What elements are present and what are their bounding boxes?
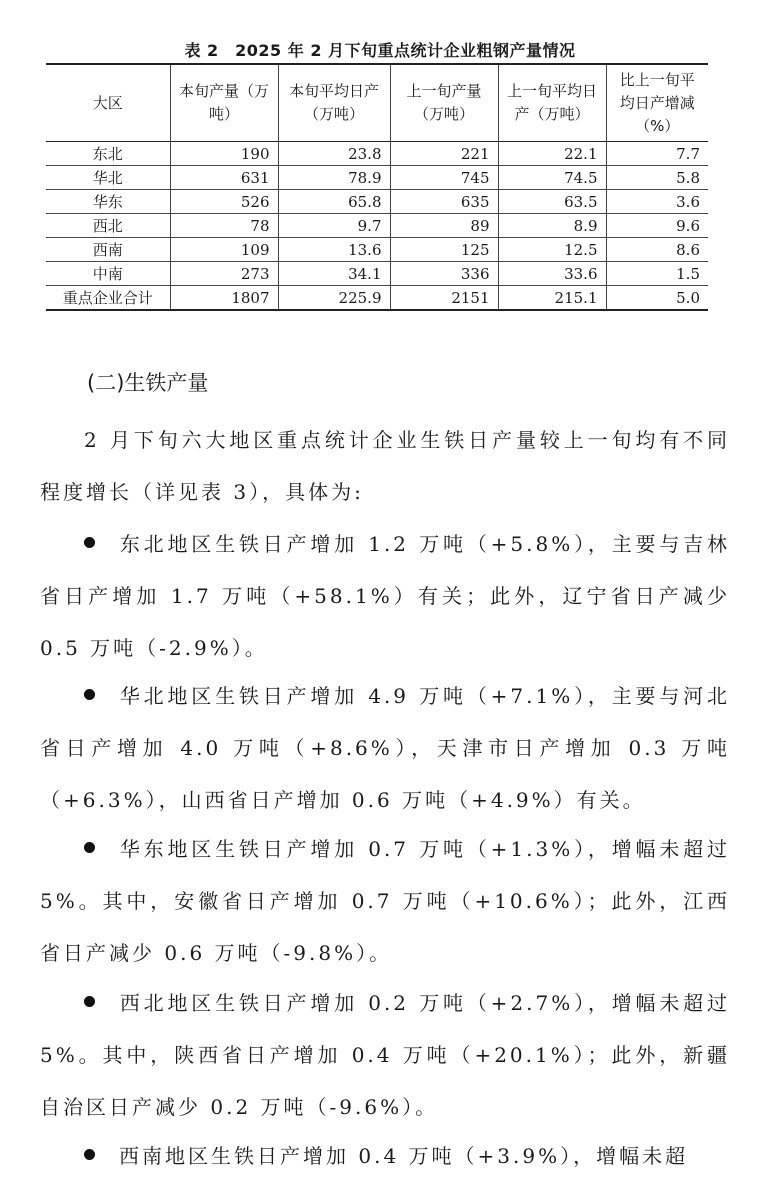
header-region: 大区 — [46, 64, 170, 142]
table-total-row — [46, 286, 708, 311]
bullet-text: 东北地区生铁日产增加 1.2 万吨（+5.8%），主要与吉林省日产增加 1.7 万吨（+58.1%）有关；此外，辽宁省日产减少 0.5 万吨（-2.9%）。 — [40, 532, 730, 660]
table-row — [46, 166, 708, 190]
cell-change: 3.6 — [606, 190, 708, 214]
cell-prev-output: 89 — [390, 214, 498, 238]
header-change: 比上一旬平均日产增减（%） — [606, 64, 708, 142]
table-row — [46, 262, 708, 286]
section-heading: (二)生铁产量 — [87, 371, 209, 395]
table-title: 表 2 2025 年 2 月下旬重点统计企业粗钢产量情况 — [184, 41, 576, 60]
bullet-text: 西北地区生铁日产增加 0.2 万吨（+2.7%），增幅未超过 5%。其中，陕西省日产增加 0.4 万吨（+20.1%）；此外，新疆自治区日产减少 0.2 万吨（-9.6%）。 — [40, 991, 730, 1119]
cell-prev-daily: 215.1 — [498, 286, 606, 311]
cell-prev-daily: 12.5 — [498, 238, 606, 262]
cell-change: 8.6 — [606, 238, 708, 262]
cell-current-output: 78 — [170, 214, 278, 238]
table-row — [46, 214, 708, 238]
table-header-row — [46, 64, 708, 142]
bullet-text: 西南地区生铁日产增加 0.4 万吨（+3.9%），增幅未超 — [119, 1144, 689, 1168]
cell-region: 西北 — [46, 214, 170, 238]
cell-current-output: 631 — [170, 166, 278, 190]
cell-prev-daily: 33.6 — [498, 262, 606, 286]
cell-prev-daily: 74.5 — [498, 166, 606, 190]
cell-prev-output: 745 — [390, 166, 498, 190]
header-current-output: 本旬产量（万吨） — [170, 64, 278, 142]
cell-current-output: 190 — [170, 142, 278, 166]
cell-region: 华东 — [46, 190, 170, 214]
table-row — [46, 238, 708, 262]
cell-current-daily: 9.7 — [278, 214, 390, 238]
cell-current-daily: 13.6 — [278, 238, 390, 262]
bullet-dot — [84, 689, 95, 700]
steel-output-table — [46, 63, 708, 311]
cell-current-output: 1807 — [170, 286, 278, 311]
cell-change: 9.6 — [606, 214, 708, 238]
table-row — [46, 142, 708, 166]
cell-current-daily: 23.8 — [278, 142, 390, 166]
cell-current-output: 109 — [170, 238, 278, 262]
cell-prev-daily: 22.1 — [498, 142, 606, 166]
bullet-dot — [84, 1149, 95, 1160]
header-current-daily: 本旬平均日产（万吨） — [278, 64, 390, 142]
cell-prev-output: 2151 — [390, 286, 498, 311]
bullet-text: 华东地区生铁日产增加 0.7 万吨（+1.3%），增幅未超过 5%。其中，安徽省日产增加 0.7 万吨（+10.6%）；此外，江西省日产减少 0.6 万吨（-9.8%）。 — [40, 837, 730, 965]
bullet-text: 华北地区生铁日产增加 4.9 万吨（+7.1%），主要与河北省日产增加 4.0 万吨（+8.6%），天津市日产增加 0.3 万吨（+6.3%），山西省日产增加 0.6 万吨（+4.9%）有关。 — [40, 684, 730, 812]
cell-current-daily: 65.8 — [278, 190, 390, 214]
intro-paragraph: 2 月下旬六大地区重点统计企业生铁日产量较上一旬均有不同程度增长（详见表 3），具体为: — [40, 428, 730, 504]
cell-current-daily: 78.9 — [278, 166, 390, 190]
cell-current-daily: 225.9 — [278, 286, 390, 311]
cell-region: 中南 — [46, 262, 170, 286]
bullet-paragraph — [40, 977, 730, 1133]
cell-current-daily: 34.1 — [278, 262, 390, 286]
cell-prev-output: 336 — [390, 262, 498, 286]
cell-current-output: 526 — [170, 190, 278, 214]
bullet-paragraph — [40, 518, 730, 674]
bullet-dot — [84, 842, 95, 853]
cell-region: 重点企业合计 — [46, 286, 170, 311]
bullet-dot — [84, 537, 95, 548]
cell-region: 东北 — [46, 142, 170, 166]
cell-prev-daily: 63.5 — [498, 190, 606, 214]
cell-current-output: 273 — [170, 262, 278, 286]
cell-region: 华北 — [46, 166, 170, 190]
bullet-paragraph — [40, 1130, 730, 1182]
cell-change: 1.5 — [606, 262, 708, 286]
bullet-dot — [84, 996, 95, 1007]
cell-region: 西南 — [46, 238, 170, 262]
table-row — [46, 190, 708, 214]
cell-change: 5.8 — [606, 166, 708, 190]
bullet-paragraph — [40, 670, 730, 826]
header-prev-daily: 上一旬平均日产（万吨） — [498, 64, 606, 142]
cell-prev-output: 125 — [390, 238, 498, 262]
cell-prev-output: 635 — [390, 190, 498, 214]
cell-prev-daily: 8.9 — [498, 214, 606, 238]
bullet-paragraph — [40, 823, 730, 979]
header-prev-output: 上一旬产量（万吨） — [390, 64, 498, 142]
cell-prev-output: 221 — [390, 142, 498, 166]
cell-change: 5.0 — [606, 286, 708, 311]
cell-change: 7.7 — [606, 142, 708, 166]
